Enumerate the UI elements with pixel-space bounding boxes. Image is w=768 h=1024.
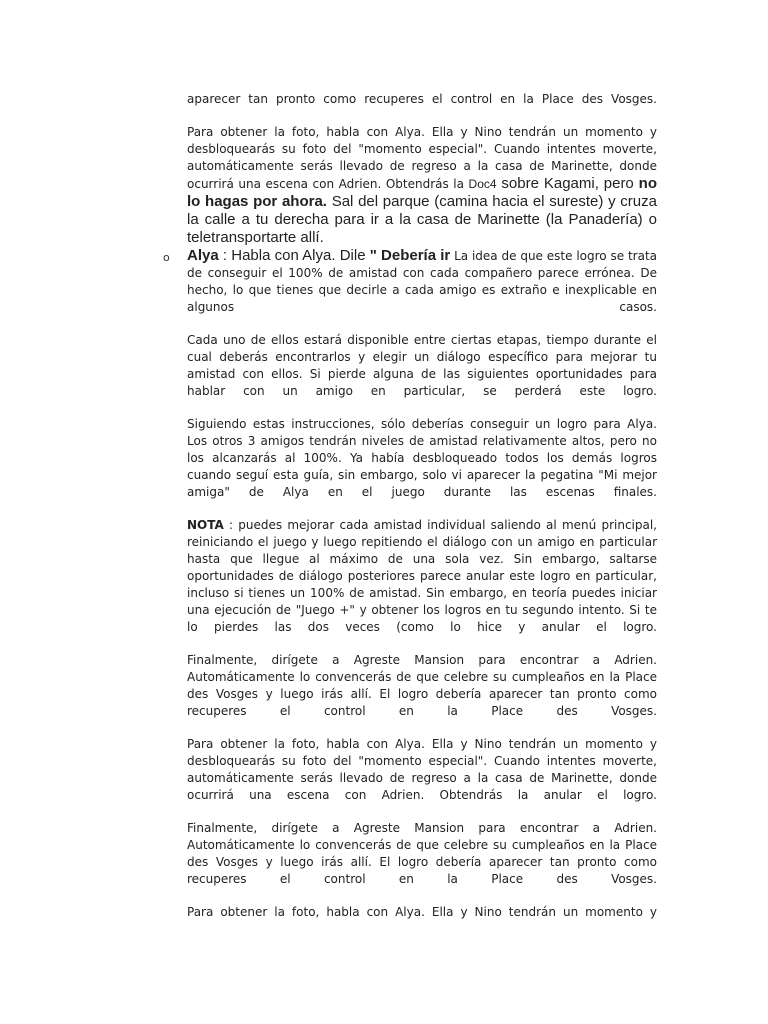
paragraph-3: Cada uno de ellos estará disponible entre ciertas etapas, tiempo durante el cual deberás encontrarlos y elegir un diálogo específico para mejorar tu amistad con ellos. Si pierde alguna de las siguientes oportunidades para hablar con un amigo en particular, se perderá este logro. (187, 333, 657, 398)
note-label: NOTA (187, 518, 224, 532)
bullet-marker: o (163, 251, 170, 264)
note-paragraph (187, 517, 657, 636)
bullet-text-mid: : Habla con Alya. Dile (218, 247, 370, 264)
paragraph-2-text-b: sobre Kagami, pero (496, 175, 639, 192)
paragraph-2 (187, 124, 657, 247)
bullet-quote: " Debería ir (369, 247, 451, 264)
paragraph-2-text-c: Sal del parque (camina hacia el sureste) y cruza la calle a tu derecha para ir a la casa de Marinette (la Panadería) o teletransportarte allí. (187, 193, 657, 246)
paragraph-4: Siguiendo estas instrucciones, sólo deberías conseguir un logro para Alya. Los otros 3 amigos tendrán niveles de amistad relativamente altos, pero no los alcanzarás al 100%. Ya había desbloqueado todos los demás logros cuando seguí esta guía, sin embargo, solo vi aparecer la pegatina "Mi mejor amiga" de Alya en el juego durante las escenas finales. (187, 417, 657, 499)
paragraph-7: Para obtener la foto, habla con Alya. Ella y Nino tendrán un momento y desbloquearás su foto del "momento especial". Cuando intentes moverte, automáticamente serás llevado de regreso a la casa de Marinette, donde ocurrirá una escena con Adrien. Obtendrás la anular el logro. (187, 737, 657, 802)
doc-reference: Doc4 (468, 177, 497, 191)
paragraph-2-text-a: Para obtener la foto, habla con Alya. Ella y Nino tendrán un momento y desbloquearás su foto del "momento especial". Cuando intentes moverte, automáticamente serás llevado de regreso a la casa de Marinette, donde ocurrirá una escena con Adrien. Obtendrás la (187, 125, 657, 191)
paragraph-6: Finalmente, dirígete a Agreste Mansion para encontrar a Adrien. Automáticamente lo convencerás de que celebre su cumpleaños en la Place des Vosges y luego irás allí. El logro debería aparecer tan pronto como recuperes el control en la Place des Vosges. (187, 653, 657, 718)
paragraph-9: Para obtener la foto, habla con Alya. Ella y Nino tendrán un momento y (187, 905, 657, 919)
bullet-paragraph (187, 247, 657, 316)
document-body (163, 91, 657, 921)
note-text: : puedes mejorar cada amistad individual saliendo al menú principal, reiniciando el juego y luego repitiendo el diálogo con un amigo en particular hasta que llegue al máximo de una sola vez. Sin embargo, saltarse oportunidades de diálogo posteriores parece anular este logro en particular, incluso si tienes un 100% de amistad. Sin embargo, en teoría puedes iniciar una ejecución de "Juego +" y obtener los logros en tu segundo intento. Si te lo pierdes las dos veces (como lo hice y anular el logro. (187, 518, 657, 634)
bullet-title: Alya (187, 247, 219, 264)
bullet-item-alya (163, 247, 657, 316)
paragraph-2-bold: no lo hagas por ahora. (187, 175, 657, 210)
paragraph-1: aparecer tan pronto como recuperes el control en la Place des Vosges. (187, 92, 657, 106)
bullet-text-rest: La idea de que este logro se trata de conseguir el 100% de amistad con cada compañero parece errónea. De hecho, lo que tienes que decirle a cada amigo es extraño e inexplicable en algunos casos. (187, 249, 657, 314)
paragraph-8: Finalmente, dirígete a Agreste Mansion para encontrar a Adrien. Automáticamente lo convencerás de que celebre su cumpleaños en la Place des Vosges y luego irás allí. El logro debería aparecer tan pronto como recuperes el control en la Place des Vosges. (187, 821, 657, 886)
